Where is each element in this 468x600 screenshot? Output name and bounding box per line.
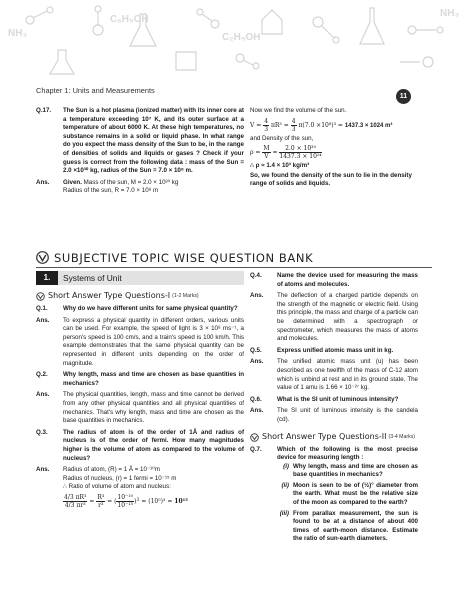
volume-mid: πR³ =: [270, 121, 289, 129]
question-text: What is the SI unit of luminous intensity?: [277, 395, 399, 403]
sub-question-i: [277, 463, 418, 480]
short-answer-heading-1: [36, 292, 244, 301]
volume-equation: [250, 118, 418, 133]
short-answer-marks: (1-2 Marks): [172, 293, 199, 300]
volume-mid-2: π(7.0 ×10⁸)³ =: [298, 121, 343, 129]
sub-question-text: From parallax measurement, the sun is found to be at a distance of about 400 times of earth-moon distance. Estimate the ratio of sun-earth diameters.: [293, 509, 418, 543]
short-answer-title: Short Answer Type Questions-II: [262, 431, 387, 441]
question-label: Q.6.: [250, 395, 262, 403]
question-text: Name the device used for measuring the mass of atoms and molecules.: [277, 272, 418, 288]
question-q3: [36, 429, 244, 463]
question-q2: [36, 371, 244, 388]
question-q4: [250, 272, 418, 289]
question-text: Why length, mass and time are chosen as base quantities in mechanics?: [63, 371, 244, 387]
question-text: Why do we have different units for same physical quantity?: [63, 305, 238, 312]
ratio-intro: ∴ Ratio of volume of atom and nucleus:: [63, 483, 171, 491]
density-result: ∴ ρ ≈ 1.4 × 10³ kg/m³: [250, 162, 310, 170]
answer-label: Ans.: [250, 407, 264, 415]
short-answer-title: Short Answer Type Questions-I: [48, 291, 171, 301]
question-bullet-icon: [36, 292, 45, 301]
density-intro: and Density of the sun,: [250, 134, 314, 142]
question-label: Q.2.: [36, 371, 48, 379]
density-fraction-2: $\frac{\text{2.0 × 10³⁰}}{\text{1437.3 × 10²⁴}}$: [279, 145, 322, 161]
sub-question-label: (i): [283, 462, 289, 470]
section-number: 1.: [36, 271, 58, 285]
given-mass: Mass of the sun, M = 2.0 × 10³⁰ kg: [83, 178, 179, 186]
ratio-fraction-b: $\frac{\text{R³}}{\text{r³}}$: [97, 493, 105, 509]
question-q7: [250, 446, 418, 547]
left-column-body: [36, 288, 244, 514]
question-label: Q.5.: [250, 346, 262, 354]
decor-formula-c6h5oh: C₆H₅OH: [110, 14, 149, 25]
answer-q17: [36, 179, 244, 196]
answer-label: Ans.: [36, 178, 50, 186]
decor-formula-nh3: NH₃: [8, 28, 28, 39]
answer-text: To express a physical quantity in different orders, various units can be used. For example, the speed of light is 3 × 10⁸ ms⁻¹, a person's speed is 100 cm/s, and a train's speed is 100 km/h. This example demonstrates that the same physical quantity can be represented in different units depending on the order of magnitude.: [63, 316, 244, 367]
sub-question-ii: [277, 482, 418, 508]
question-label: Q.7.: [250, 445, 262, 453]
sub-question-label: (ii): [281, 481, 289, 489]
question-bank-banner: [36, 251, 432, 265]
volume-lhs: V =: [250, 121, 262, 129]
atom-radius: Radius of atom, (R) = 1 Å = 10⁻¹⁰m: [63, 466, 160, 474]
question-label: Q.3.: [36, 428, 48, 436]
answer-q1: [36, 317, 244, 369]
question-body: [277, 446, 418, 547]
given-radius: Radius of the sun, R = 7.0 × 10⁸ m: [63, 187, 159, 195]
sub-question-text: Why length, mass and time are chosen as base quantities in mechanics?: [293, 462, 418, 479]
density-equation: ρ = $\frac{M}{V}$ = $\frac{\text{2.0 × 10³⁰}}{\text{1437.3 × 10²⁴}}$: [250, 145, 322, 161]
question-q1: [36, 305, 244, 314]
banner-title: SUBJECTIVE TOPIC WISE QUESTION BANK: [54, 251, 314, 265]
question-text: The radius of atom is of the order of 1Å and radius of nucleus is of the order of fermi. How many magnitudes higher is the volume of atom as compared to the volume of nucleus?: [63, 428, 244, 462]
section-title: Systems of Unit: [63, 273, 122, 283]
volume-intro: Now we find the volume of the sun.: [250, 107, 347, 114]
answer-label: Ans.: [250, 358, 264, 366]
ratio-power: (10⁵)³: [148, 497, 166, 505]
given-label: Given.: [63, 178, 82, 186]
answer-text: [63, 179, 244, 196]
answer-q3: [36, 466, 244, 511]
question-label: Q.1.: [36, 305, 48, 312]
volume-fraction-2: $\frac{4}{3}$: [291, 117, 296, 133]
sub-question-label: (iii): [279, 509, 289, 517]
answer-q6: [250, 407, 418, 424]
ratio-fraction-c: $\frac{\text{10⁻¹⁰}}{\text{10⁻¹⁵}}$: [117, 493, 134, 509]
answer-text: The physical quantities, length, mass and time cannot be derived from any other physical quantities and all physical quantities of mechanics. That's why length, mass and time are chosen as the base quantities in mechanics.: [63, 391, 244, 425]
volume-result: 1437.3 × 1024 m³: [344, 122, 393, 129]
chapter-title: Chapter 1: Units and Measurements: [36, 86, 155, 95]
volume-fraction: $\frac{4}{3}$: [264, 117, 269, 133]
answer-text: The unified atomic mass unit (u) has been described as one twelfth of the mass of C-12 atom which is unbind at rest and in its ground state. The value of 1 amu is 1.66 × 10⁻²⁷ kg.: [277, 358, 418, 392]
banner-divider: [36, 267, 432, 268]
short-answer-marks: (3-4 Marks): [388, 433, 416, 440]
bank-emblem-icon: [36, 251, 49, 264]
answer-text: [63, 466, 244, 511]
question-q5: [250, 347, 418, 356]
ratio-result: 10¹⁵: [174, 497, 188, 505]
ratio-fraction-a: $\frac{\text{4/3 πR³}}{\text{4/3 πr³}}$: [64, 493, 87, 509]
short-answer-heading-2: [250, 433, 418, 442]
density-lhs: ρ =: [250, 149, 261, 157]
question-text: The Sun is a hot plasma (ionized matter) with its inner core at a temperature exceeding 10⁷ K, and its outer surface at a temperature of about 6000 K. At these high temperatures, no substance remains in a solid or liquid phase. In what range do you expect the mass density of the Sun to be, in the range of densities of solids and liquids or gases ? Check if your guess is correct from the following data : mass of the Sun = 2.0 ×10³⁰ kg, radius of the Sun = 7.0 × 10⁸ m.: [63, 107, 244, 175]
question-text: Express unified atomic mass unit in kg.: [277, 346, 394, 354]
sub-question-text: Moon is seen to be of (½)° diameter from the earth. What must be the relative size of the moon as compared to the earth?: [293, 481, 418, 507]
right-column-top: [250, 107, 418, 189]
page-header-decoration: [0, 0, 468, 78]
answer-label: Ans.: [36, 466, 50, 474]
nucleus-radius: Radius of nucleus, (r) = 1 fermi = 10⁻¹⁵ m: [63, 474, 177, 482]
question-q6: [250, 396, 418, 405]
question-label: Q.4.: [250, 272, 262, 279]
chemistry-decoration: [0, 0, 468, 78]
left-column-top: [36, 107, 244, 199]
question-text: Which of the following is the most precise device for measuring length :: [277, 445, 418, 462]
section-header: [36, 271, 244, 285]
answer-q5: [250, 358, 418, 392]
decor-formula-nh3-right: NH₃: [440, 8, 460, 19]
page-number-badge: 11: [396, 89, 411, 104]
density-fraction-1: $\frac{M}{V}$: [263, 145, 270, 161]
answer-label: Ans.: [36, 391, 50, 399]
answer-text: The deflection of a charged particle depends on the strength of the magnetic or electric field. Using this principle, the mass and charge of a particle can be determined with a spectrograph or spectrometer, which measures the mass of atoms and molecules.: [277, 292, 419, 343]
question-bullet-icon: [250, 433, 259, 442]
answer-q4: [250, 292, 418, 344]
answer-label: Ans.: [250, 292, 264, 300]
question-label: Q.17.: [36, 107, 52, 114]
answer-q2: [36, 391, 244, 425]
question-q17: [36, 107, 244, 176]
answer-text: The SI unit of luminous intensity is the candela (cd).: [277, 407, 418, 423]
right-column-body: [250, 272, 418, 549]
density-conclusion: So, we found the density of the sun to lie in the density range of solids and liquids.: [250, 171, 412, 188]
ratio-equation: $\frac{\text{4/3 πR³}}{\text{4/3 πr³}}$ = $\frac{\text{R³}}{\text{r³}}$ = ( $\frac{\text{10⁻¹⁰}}{\text{10⁻¹⁵}}$ )$^3$ = (10⁵)³ = 10¹⁵: [64, 493, 188, 509]
sub-question-iii: [277, 510, 418, 544]
decor-formula-c2h5oh: C₂H₅OH: [222, 32, 261, 43]
answer-label: Ans.: [36, 316, 50, 324]
